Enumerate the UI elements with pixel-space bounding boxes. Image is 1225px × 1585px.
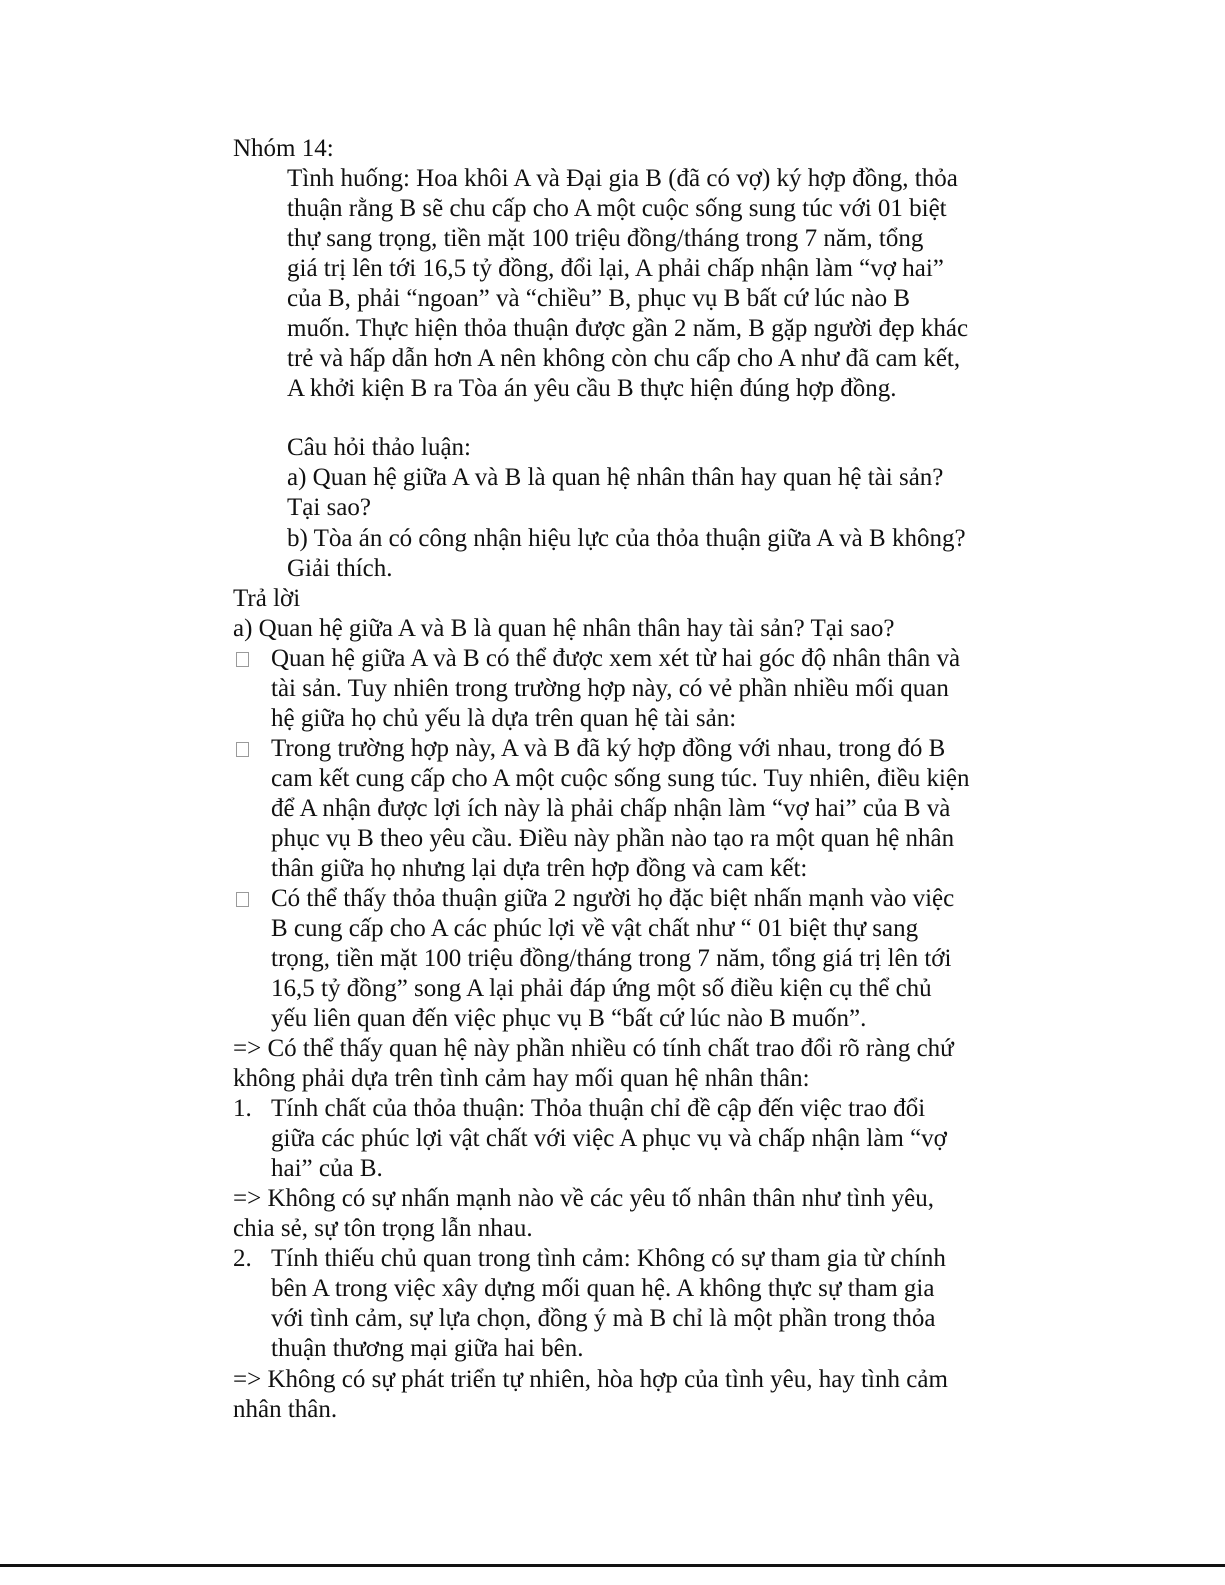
bullet-box-icon bbox=[236, 652, 249, 667]
scenario-line: thuận rằng B sẽ chu cấp cho A một cuộc sống sung túc với 01 biệt bbox=[287, 195, 947, 222]
bullet-line: yếu liên quan đến việc phục vụ B “bất cứ lúc nào B muốn”. bbox=[271, 1005, 867, 1032]
bullet-line: để A nhận được lợi ích này là phải chấp nhận làm “vợ hai” của B và bbox=[271, 795, 951, 822]
bullet-line: trọng, tiền mặt 100 triệu đồng/tháng trong 7 năm, tổng giá trị lên tới bbox=[271, 945, 952, 972]
scenario-line: trẻ và hấp dẫn hơn A nên không còn chu cấp cho A như đã cam kết, bbox=[287, 345, 961, 372]
list-item-line: giữa các phúc lợi vật chất với việc A phục vụ và chấp nhận làm “vợ bbox=[271, 1125, 947, 1152]
group-title: Nhóm 14: bbox=[233, 135, 334, 162]
list-item-line: thuận thương mại giữa hai bên. bbox=[271, 1335, 584, 1362]
conclusion-line: chia sẻ, sự tôn trọng lẫn nhau. bbox=[233, 1215, 533, 1242]
bullet-line: Quan hệ giữa A và B có thể được xem xét từ hai góc độ nhân thân và bbox=[271, 645, 961, 672]
answer-question-a: a) Quan hệ giữa A và B là quan hệ nhân thân hay tài sản? Tại sao? bbox=[233, 615, 895, 642]
list-item-line: Tính chất của thỏa thuận: Thỏa thuận chỉ đề cập đến việc trao đổi bbox=[271, 1095, 926, 1122]
bullet-line: cam kết cung cấp cho A một cuộc sống sung túc. Tuy nhiên, điều kiện bbox=[271, 765, 970, 792]
list-item-line: Tính thiếu chủ quan trong tình cảm: Không có sự tham gia từ chính bbox=[271, 1245, 946, 1272]
list-item-line: hai” của B. bbox=[271, 1155, 383, 1182]
question-a-line: a) Quan hệ giữa A và B là quan hệ nhân thân hay quan hệ tài sản? bbox=[287, 464, 944, 491]
scenario-line: của B, phải “ngoan” và “chiều” B, phục vụ B bất cứ lúc nào B bbox=[287, 285, 911, 312]
answer-title: Trả lời bbox=[233, 585, 301, 612]
question-a-line: Tại sao? bbox=[287, 494, 371, 521]
bullet-line: phục vụ B theo yêu cầu. Điều này phần nào tạo ra một quan hệ nhân bbox=[271, 825, 955, 852]
question-b-line: b) Tòa án có công nhận hiệu lực của thỏa thuận giữa A và B không? bbox=[287, 525, 966, 552]
bullet-line: tài sản. Tuy nhiên trong trường hợp này, có vẻ phần nhiều mối quan bbox=[271, 675, 949, 702]
list-item-line: bên A trong việc xây dựng mối quan hệ. A không thực sự tham gia bbox=[271, 1275, 935, 1302]
scenario-line: thự sang trọng, tiền mặt 100 triệu đồng/tháng trong 7 năm, tổng bbox=[287, 225, 924, 252]
list-item-line: với tình cảm, sự lựa chọn, đồng ý mà B chỉ là một phần trong thỏa bbox=[271, 1305, 936, 1332]
questions-title: Câu hỏi thảo luận: bbox=[287, 434, 471, 461]
bullet-box-icon bbox=[236, 742, 249, 757]
bullet-line: Có thể thấy thỏa thuận giữa 2 người họ đặc biệt nhấn mạnh vào việc bbox=[271, 885, 955, 912]
conclusion-line: nhân thân. bbox=[233, 1396, 338, 1423]
conclusion-line: => Không có sự nhấn mạnh nào về các yêu tố nhân thân như tình yêu, bbox=[233, 1185, 934, 1212]
bullet-line: thân giữa họ nhưng lại dựa trên hợp đồng và cam kết: bbox=[271, 855, 808, 882]
bullet-line: hệ giữa họ chủ yếu là dựa trên quan hệ tài sản: bbox=[271, 705, 737, 732]
conclusion-line: => Không có sự phát triển tự nhiên, hòa hợp của tình yêu, hay tình cảm bbox=[233, 1366, 948, 1393]
page-bottom-border bbox=[0, 1564, 1225, 1567]
conclusion-line: => Có thể thấy quan hệ này phần nhiều có tính chất trao đổi rõ ràng chứ bbox=[233, 1035, 954, 1062]
scenario-line: Tình huống: Hoa khôi A và Đại gia B (đã có vợ) ký hợp đồng, thỏa bbox=[287, 165, 958, 192]
list-number: 2. bbox=[233, 1245, 252, 1272]
bullet-line: 16,5 tỷ đồng” song A lại phải đáp ứng một số điều kiện cụ thể chủ bbox=[271, 975, 932, 1002]
list-number: 1. bbox=[233, 1095, 252, 1122]
scenario-line: muốn. Thực hiện thỏa thuận được gần 2 năm, B gặp người đẹp khác bbox=[287, 315, 969, 342]
bullet-line: Trong trường hợp này, A và B đã ký hợp đồng với nhau, trong đó B bbox=[271, 735, 946, 762]
scenario-line: giá trị lên tới 16,5 tỷ đồng, đổi lại, A phải chấp nhận làm “vợ hai” bbox=[287, 255, 944, 282]
bullet-box-icon bbox=[236, 892, 249, 907]
question-b-line: Giải thích. bbox=[287, 555, 393, 582]
bullet-line: B cung cấp cho A các phúc lợi về vật chất như “ 01 biệt thự sang bbox=[271, 915, 919, 942]
conclusion-line: không phải dựa trên tình cảm hay mối quan hệ nhân thân: bbox=[233, 1065, 810, 1092]
scenario-line: A khởi kiện B ra Tòa án yêu cầu B thực hiện đúng hợp đồng. bbox=[287, 375, 897, 402]
